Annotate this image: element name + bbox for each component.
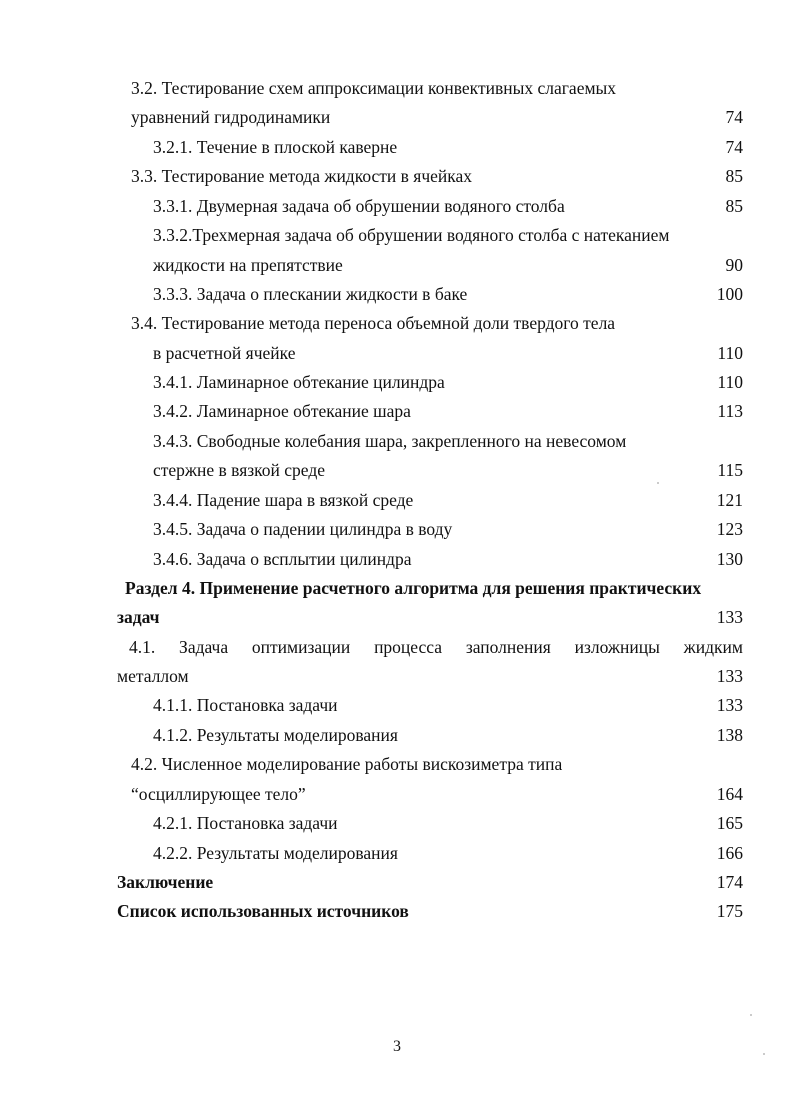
toc-page-number: 133 [716,607,743,627]
toc-entry-title: 3.4.5. Задача о падении цилиндра в воду [153,519,453,539]
toc-entry-3-4-1 [0,369,794,395]
toc-entry-title: жидкости на препятствие [153,255,343,275]
toc-entry-title: 3.4. Тестирование метода переноса объемной доли твердого тела [131,313,616,333]
toc-page-number: 138 [716,725,743,745]
toc-page-number: 110 [717,372,743,392]
toc-entry-3-4-3-line1 [0,428,794,454]
toc-page-number: 165 [716,813,743,833]
page-number: 3 [393,1038,401,1055]
toc-page-number: 74 [725,107,743,127]
toc-page-number: 121 [716,490,743,510]
toc-entry-title: 4.1.1. Постановка задачи [153,695,338,715]
toc-entry-3-3 [0,163,794,189]
toc-entry-title: 3.3.1. Двумерная задача об обрушении водяного столба [153,196,565,216]
toc-entry-title: 3.4.1. Ламинарное обтекание цилиндра [153,372,445,392]
toc-page-number: 166 [716,843,743,863]
toc-word: изложницы [574,637,660,657]
toc-page-number: 133 [716,666,743,686]
toc-page-number: 130 [716,549,743,569]
toc-entry-title: задач [117,607,160,627]
toc-page-number: 175 [716,901,743,921]
toc-page-number: 85 [725,166,743,186]
toc-entry-3-4-line1 [0,310,794,336]
scan-speck [750,1014,752,1016]
toc-entry-3-4-4 [0,487,794,513]
toc-entry-title: стержне в вязкой среде [153,460,325,480]
toc-entry-title: “осциллирующее тело” [131,784,306,804]
toc-entry-3-4-5 [0,516,794,542]
toc-entry-4-2-2 [0,840,794,866]
toc-entry-3-2-line1 [0,75,794,101]
toc-entry-part-4-line2 [0,604,794,630]
toc-entry-references [0,898,794,924]
toc-entry-title: 3.3.3. Задача о плескании жидкости в баке [153,284,468,304]
toc-entry-title: 3.4.6. Задача о всплытии цилиндра [153,549,412,569]
toc-entry-3-3-2-line1 [0,222,794,248]
toc-entry-title: 3.3.2.Трехмерная задача об обрушении водяного столба с натеканием [153,225,670,245]
toc-page-number: 133 [716,695,743,715]
toc-entry-title: в расчетной ячейке [153,343,296,363]
toc-entry-3-4-6 [0,546,794,572]
toc-page-number: 115 [717,460,743,480]
toc-page-number: 74 [725,137,743,157]
toc-entry-title: 3.2.1. Течение в плоской каверне [153,137,398,157]
toc-entry-title: 3.4.2. Ламинарное обтекание шара [153,401,411,421]
toc-entry-3-3-1 [0,193,794,219]
toc-entry-title: металлом [117,666,189,686]
toc-page-number: 164 [716,784,743,804]
toc-page-number: 113 [717,401,743,421]
toc-entry-title: Заключение [117,872,214,892]
toc-page-number: 174 [716,872,743,892]
toc-entry-title [129,634,743,660]
toc-page-number: 123 [716,519,743,539]
toc-entry-title: 3.2. Тестирование схем аппроксимации конвективных слагаемых [131,78,617,98]
toc-word: 4.1. [129,637,156,657]
toc-page-number: 110 [717,343,743,363]
toc-entry-part-4-line1 [0,575,794,601]
toc-entry-4-1-line2 [0,663,794,689]
toc-entry-title: 3.4.4. Падение шара в вязкой среде [153,490,414,510]
toc-entry-title: Раздел 4. Применение расчетного алгоритма для решения практических [125,578,702,598]
toc-entry-3-3-2-line2 [0,252,794,278]
toc-entry-title: уравнений гидродинамики [131,107,331,127]
toc-word: заполнения [465,637,551,657]
toc-entry-3-2-line2 [0,104,794,130]
scan-speck [763,1053,765,1055]
toc-entry-3-4-2 [0,398,794,424]
toc-entry-4-2-1 [0,810,794,836]
toc-entry-title: 4.2.2. Результаты моделирования [153,843,398,863]
toc-page-number: 85 [725,196,743,216]
toc-word: Задача [179,637,229,657]
toc-entry-title: 3.4.3. Свободные колебания шара, закрепленного на невесомом [153,431,627,451]
toc-entry-3-4-line2 [0,340,794,366]
toc-word: процесса [374,637,443,657]
toc-word: оптимизации [251,637,351,657]
toc-entry-title: 4.2.1. Постановка задачи [153,813,338,833]
toc-entry-3-4-3-line2 [0,457,794,483]
toc-entry-4-1-line1 [0,634,794,660]
toc-entry-title: 4.1.2. Результаты моделирования [153,725,398,745]
toc-page-number: 100 [716,284,743,304]
toc-entry-title: Список использованных источников [117,901,409,921]
scan-speck [657,482,659,484]
toc-entry-4-1-1 [0,692,794,718]
toc-entry-conclusion [0,869,794,895]
toc-entry-title: 4.2. Численное моделирование работы вискозиметра типа [131,754,563,774]
toc-entry-4-1-2 [0,722,794,748]
toc-word: жидким [683,637,743,657]
toc-page-number: 90 [725,255,743,275]
toc-entry-3-3-3 [0,281,794,307]
toc-entry-4-2-line1 [0,751,794,777]
toc-entry-3-2-1 [0,134,794,160]
toc-entry-title: 3.3. Тестирование метода жидкости в ячейках [131,166,473,186]
toc-entry-4-2-line2 [0,781,794,807]
